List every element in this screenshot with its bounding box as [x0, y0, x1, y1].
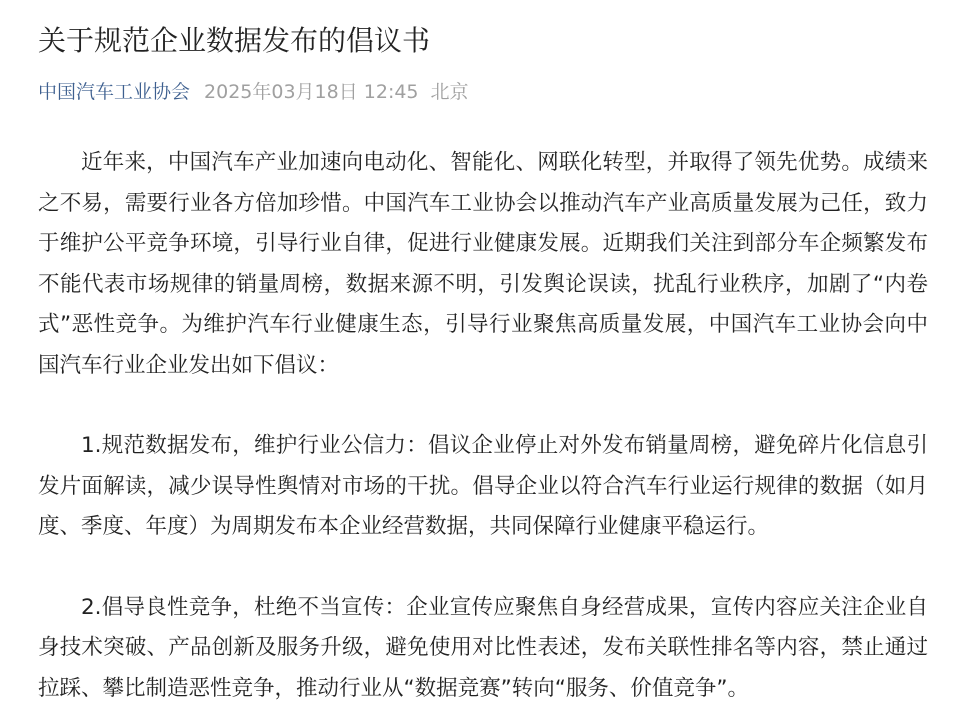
- publish-time: 2025年03月18日 12:45: [204, 78, 419, 106]
- article-title: 关于规范企业数据发布的倡议书: [38, 18, 430, 64]
- paragraph-intro: 近年来，中国汽车产业加速向电动化、智能化、网联化转型，并取得了领先优势。成绩来之不易，需要行业各方倍加珍惜。中国汽车工业协会以推动汽车产业高质量发展为己任，致力于维护公平竞争环境，引导行业自律，促进行业健康发展。近期我们关注到部分车企频繁发布不能代表市场规律的销量周榜，数据来源不明，引发舆论误读，扰乱行业秩序，加剧了“内卷式”恶性竞争。为维护汽车行业健康生态，引导行业聚焦高质量发展，中国汽车工业协会向中国汽车行业企业发出如下倡议：: [38, 143, 928, 386]
- source-link[interactable]: 中国汽车工业协会: [38, 78, 190, 106]
- paragraph-item-2: 2.倡导良性竞争，杜绝不当宣传：企业宣传应聚焦自身经营成果，宣传内容应关注企业自身技术突破、产品创新及服务升级，避免使用对比性表述，发布关联性排名等内容，禁止通过拉踩、攀比制造恶性竞争，推动行业从“数据竞赛”转向“服务、价值竞争”。: [38, 588, 928, 709]
- article-body: [38, 143, 928, 709]
- article-meta: [38, 78, 469, 106]
- paragraph-item-1: 1.规范数据发布，维护行业公信力：倡议企业停止对外发布销量周榜，避免碎片化信息引发片面解读，减少误导性舆情对市场的干扰。倡导企业以符合汽车行业运行规律的数据（如月度、季度、年度）为周期发布本企业经营数据，共同保障行业健康平稳运行。: [38, 426, 928, 548]
- publish-location: 北京: [431, 78, 469, 106]
